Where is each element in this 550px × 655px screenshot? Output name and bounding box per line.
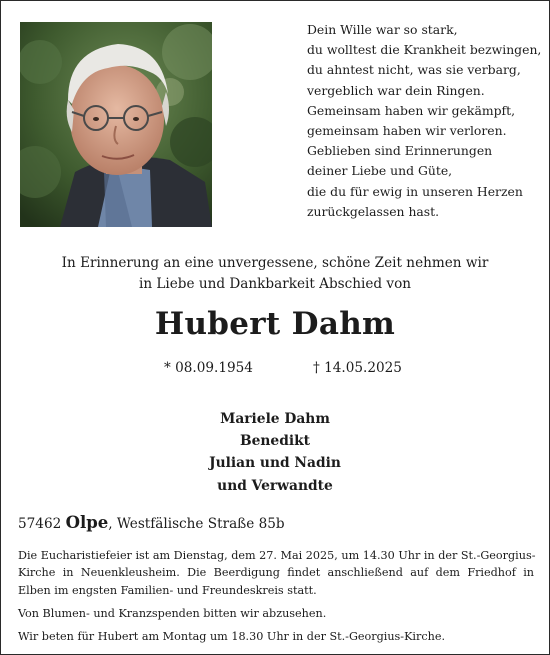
family-address: [18, 513, 285, 532]
portrait-photo: [20, 22, 212, 227]
flowers-note: Von Blumen- und Kranzspenden bitten wir abzusehen.: [18, 606, 327, 620]
poem-line: die du für ewig in unseren Herzen: [307, 183, 523, 199]
intro-line: In Erinnerung an eine unvergessene, schöne Zeit nehmen wir: [61, 255, 489, 271]
mourners-list: [1, 408, 549, 497]
poem-line: Gemeinsam haben wir gekämpft,: [307, 102, 516, 118]
poem-line: deiner Liebe und Güte,: [307, 163, 453, 179]
ceremony-line: Die Eucharistiefeier ist am Dienstag, dem 27. Mai 2025, um 14.30 Uhr in der St.-Georgius-: [18, 549, 536, 562]
intro-line: in Liebe und Dankbarkeit Abschied von: [138, 276, 412, 292]
mourner-name: Mariele Dahm: [220, 411, 330, 427]
poem-line: vergeblich war dein Ringen.: [307, 82, 485, 98]
ceremony-line: Kirche in Neuenkleusheim. Die Beerdigung findet anschließend auf dem Friedhof in: [18, 566, 534, 580]
death-date: † 14.05.2025: [313, 360, 402, 376]
poem-line: Dein Wille war so stark,: [307, 22, 458, 37]
poem-line: du ahntest nicht, was sie verbarg,: [307, 62, 521, 78]
prayer-note: Wir beten für Hubert am Montag um 18.30 Uhr in der St.-Georgius-Kirche.: [18, 630, 446, 644]
poem-line: gemeinsam haben wir verloren.: [307, 123, 507, 139]
address-city: Olpe: [65, 513, 109, 532]
poem-line: zurückgelassen hast.: [307, 203, 440, 219]
address-street: , Westfälische Straße 85b: [108, 516, 285, 532]
mourner-name: und Verwandte: [217, 477, 333, 494]
birth-date: * 08.09.1954: [164, 360, 253, 376]
deceased-name: Hubert Dahm: [154, 306, 396, 342]
poem-line: Geblieben sind Erinnerungen: [307, 143, 493, 159]
mourner-name: Julian und Nadin: [209, 455, 341, 472]
poem-line: du wolltest die Krankheit bezwingen,: [307, 42, 542, 58]
portrait-image: [20, 22, 212, 227]
mourner-name: Benedikt: [239, 433, 311, 450]
address-postcode: 57462: [18, 516, 62, 532]
funeral-notice: [18, 547, 534, 645]
intro-text: [1, 253, 549, 295]
ceremony-line: Elben im engsten Familien- und Freundeskreis statt.: [18, 583, 317, 597]
memorial-poem: [307, 20, 543, 222]
